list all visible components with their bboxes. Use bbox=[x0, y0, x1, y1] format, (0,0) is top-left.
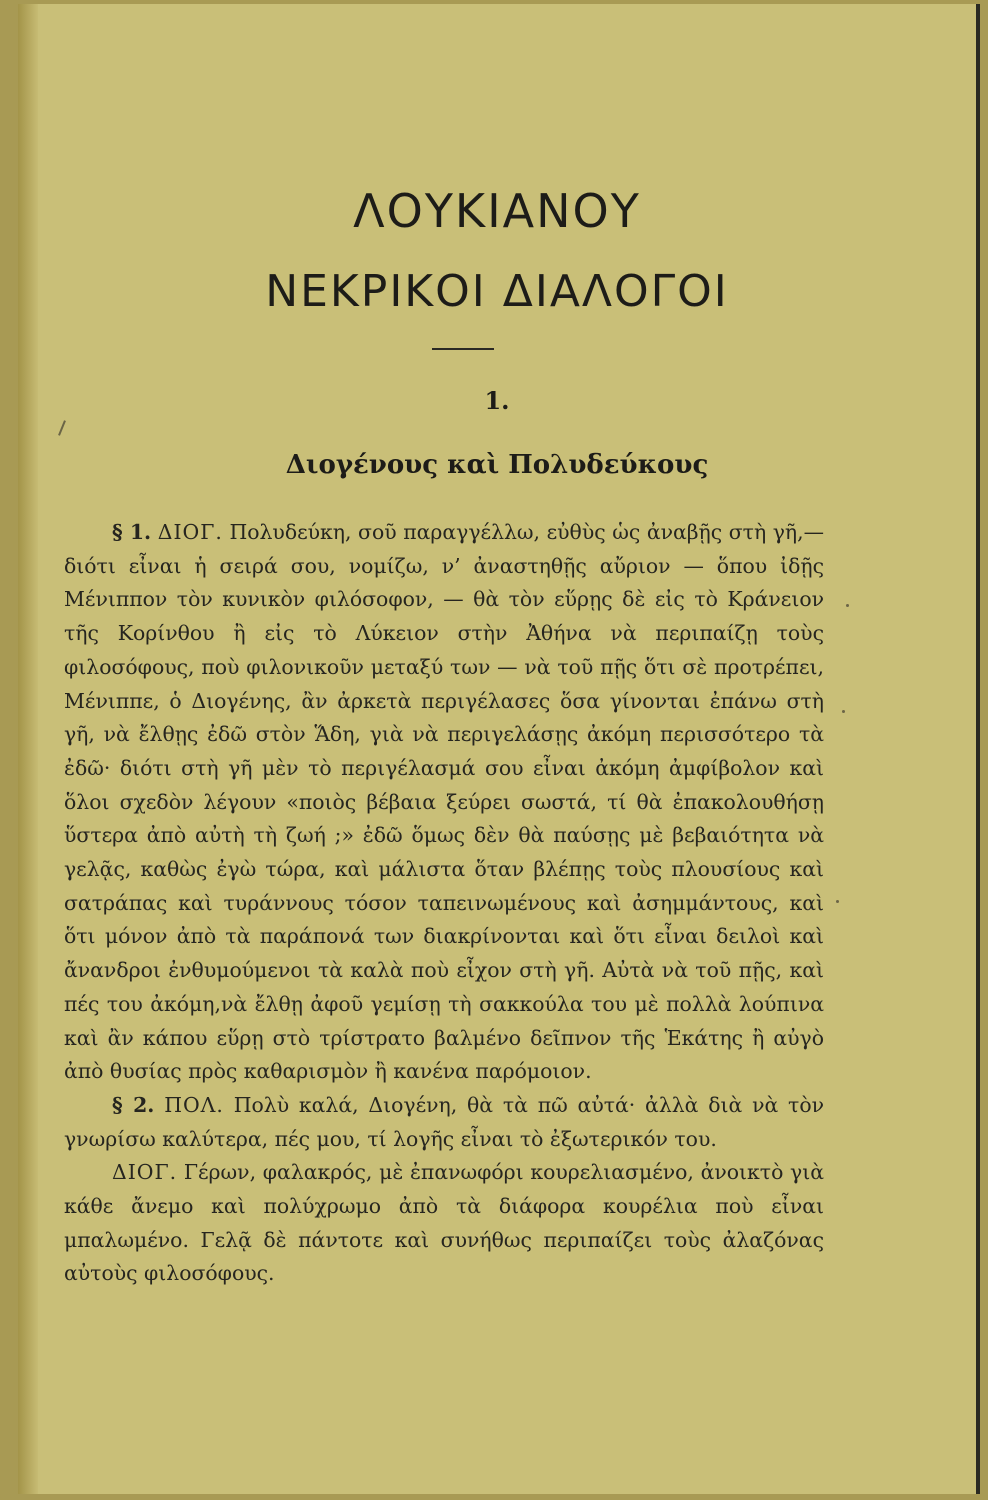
speaker-label: ΠΟΛ. bbox=[164, 1092, 224, 1117]
dialogue-text bbox=[64, 516, 824, 1291]
dialogue-number: 1. bbox=[484, 386, 510, 415]
section-marker: § 1. bbox=[112, 520, 152, 544]
margin-speck bbox=[846, 604, 849, 607]
paragraph-text: Πολυδεύκη, σοῦ παραγγέλλω, εὐθὺς ὡς ἀναβῇς στὴ γῆ,—διότι εἶναι ἡ σειρά σου, νομίζω, ν’ ἀναστηθῇς αὔριον — ὅπου ἰδῇς Μένιππον τὸν κυνικὸν φιλόσοφον, — θὰ τὸν εὕρῃς δὲ εἰς τὸ Κράνειον τῆς Κορίνθου ἢ εἰς τὸ Λύκειον στὴν Ἀθήνα νὰ περιπαίζῃ τοὺς φιλοσόφους, ποὺ φιλονικοῦν μεταξύ των — νὰ τοῦ πῇς ὅτι σὲ προτρέπει, Μένιππε, ὁ Διογένης, ἂν ἀρκετὰ περιγέλασες ὅσα γίνονται ἐπάνω στὴ γῆ, νὰ ἔλθῃς ἐδῶ στὸν Ἅδη, γιὰ νὰ περιγελάσῃς ἀκόμη περισσότερο τὰ ἐδῶ· διότι στὴ γῆ μὲν τὸ περιγέλασμά σου εἶναι ἀκόμη ἀμφίβολον καὶ ὅλοι σχεδὸν λέγουν «ποιὸς βέβαια ξεύρει σωστά, τί θὰ ἐπακολουθήσῃ ὕστερα ἀπὸ αὐτὴ τὴ ζωή ;» ἐδῶ ὅμως δὲν θὰ παύσῃς μὲ βεβαιότητα νὰ γελᾷς, καθὼς ἐγὼ τώρα, καὶ μάλιστα ὅταν βλέπῃς τοὺς πλουσίους καὶ σατράπας καὶ τυράννους τόσον ταπεινωμένους καὶ ἀσημμάντους, καὶ ὅτι μόνον ἀπὸ τὰ παράπονά των διακρίνονται καὶ ὅτι εἶναι δειλοὶ καὶ ἄνανδροι ἐνθυμούμενοι τὰ καλὰ ποὺ εἶχον στὴ γῆ. Αὐτὰ νὰ τοῦ πῇς, καὶ πές του ἀκόμη,νὰ ἔλθῃ ἀφοῦ γεμίσῃ τὴ σακκούλα του μὲ πολλὰ λούπινα καὶ ἂν κάπου εὕρῃ στὸ τρίστρατο βαλμένο δεῖπνον τῆς Ἑκάτης ἢ αὐγὸ ἀπὸ θυσίας πρὸς καθαρισμὸν ἢ κανένα παρόμοιον. bbox=[64, 520, 825, 1084]
speaker-label: ΔΙΟΓ. bbox=[157, 520, 223, 544]
dialogue-title: Διογένους καὶ Πολυδεύκους bbox=[285, 450, 709, 480]
paragraph-text: Γέρων, φαλακρός, μὲ ἐπανωφόρι κουρελιασμένο, ἀνοικτὸ γιὰ κάθε ἄνεμο καὶ πολύχρωμο ἀπὸ τὰ διάφορα κουρέλια ποὺ εἶναι μπαλωμένο. Γελᾷ δὲ πάντοτε καὶ συνήθως περιπαίζει τοὺς ἀλαζόνας αὐτοὺς φιλοσόφους. bbox=[64, 1160, 824, 1286]
title-rule bbox=[432, 348, 494, 350]
margin-speck bbox=[842, 710, 845, 713]
author-heading: ΛΟΥΚΙΑΝΟΥ bbox=[353, 184, 641, 238]
paragraph bbox=[64, 1089, 824, 1156]
paragraph bbox=[64, 516, 824, 1089]
margin-speck bbox=[836, 900, 839, 903]
paragraph-text: Πολὺ καλά, Διογένη, θὰ τὰ πῶ αὐτά· ἀλλὰ διὰ νὰ τὸν γνωρίσω καλύτερα, πές μου, τί λογῆς εἶναι τὸ ἐξωτερικόν του. bbox=[64, 1092, 825, 1151]
book-page bbox=[18, 4, 980, 1494]
paragraph bbox=[64, 1156, 824, 1291]
section-marker: § 2. bbox=[112, 1092, 155, 1117]
margin-pencil-mark bbox=[58, 420, 66, 436]
work-title: ΝΕΚΡΙΚΟΙ ΔΙΑΛΟΓΟΙ bbox=[265, 266, 729, 317]
speaker-label: ΔΙΟΓ. bbox=[112, 1160, 178, 1185]
